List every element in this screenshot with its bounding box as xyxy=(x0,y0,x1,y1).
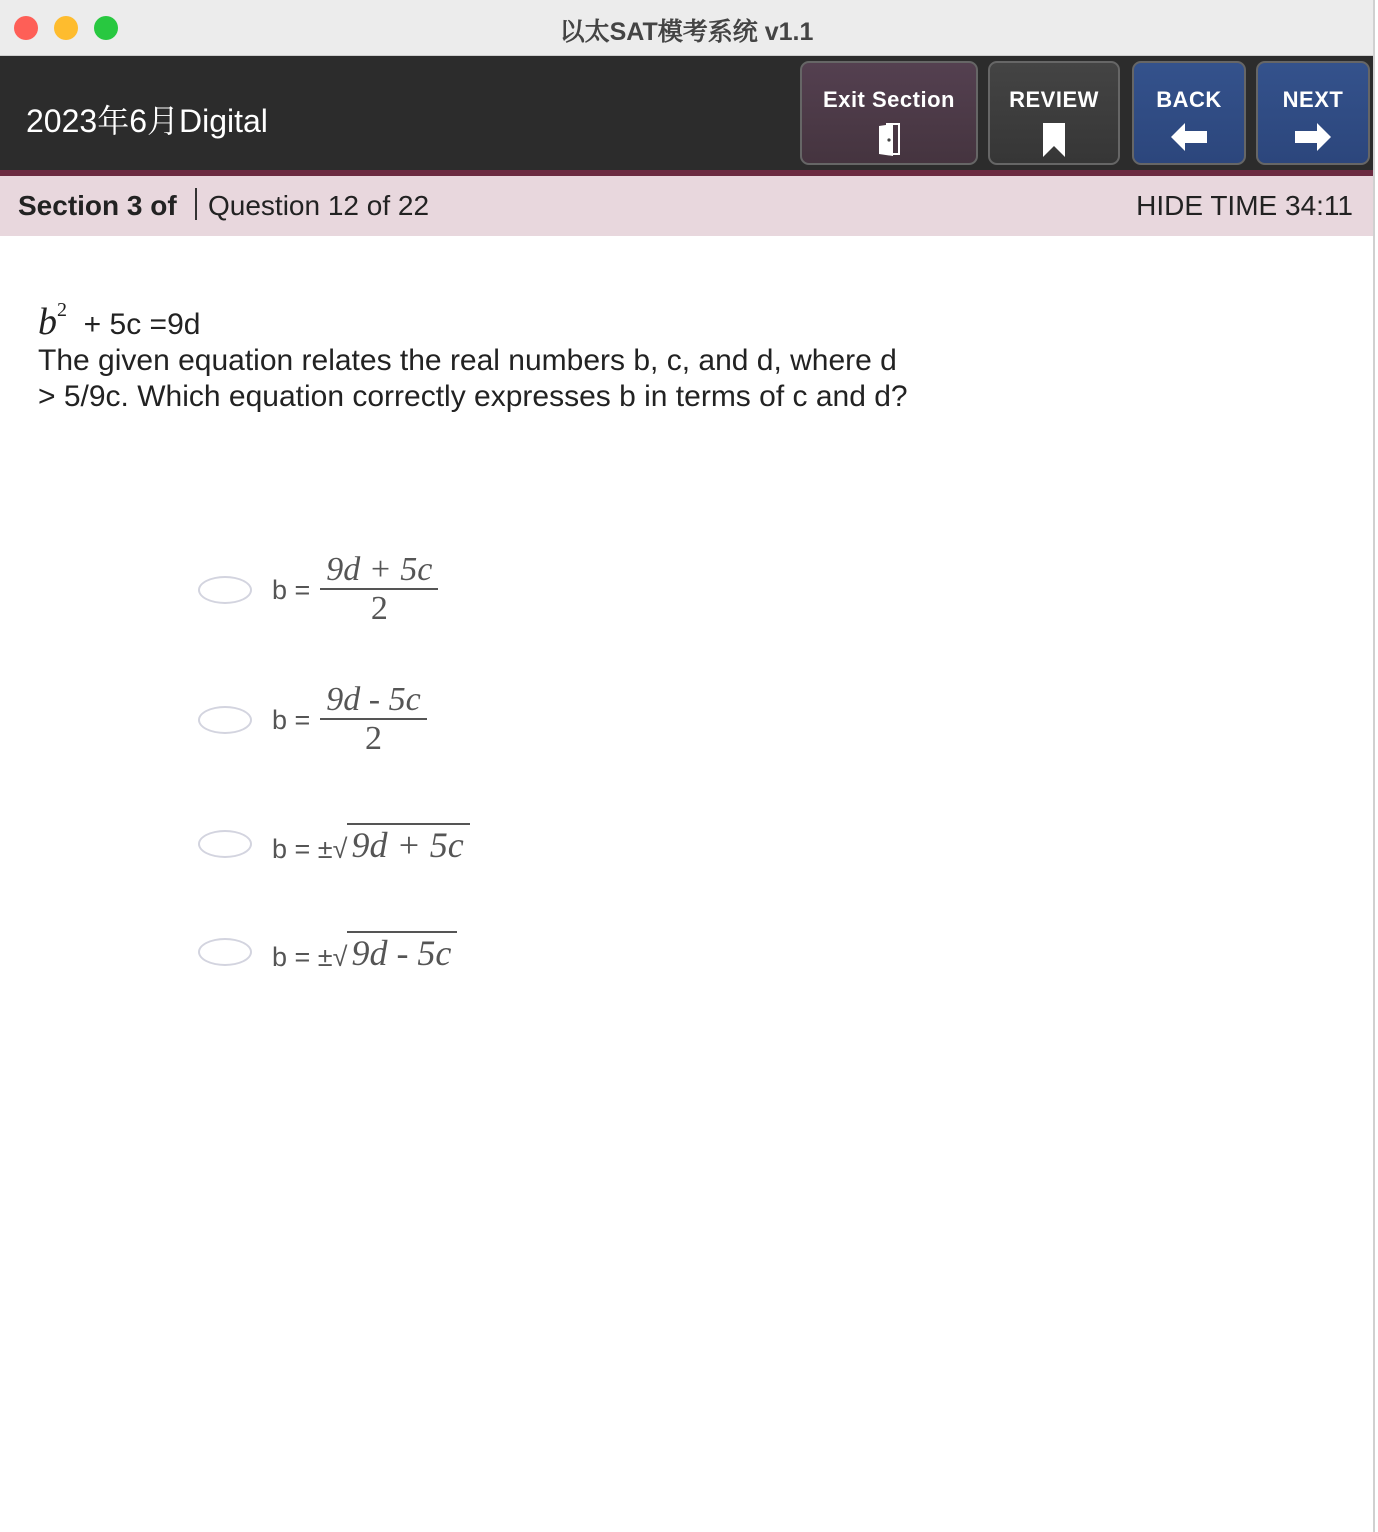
exam-name: 2023年6月Digital xyxy=(26,103,268,139)
radio-button[interactable] xyxy=(198,706,252,734)
eq-variable: b xyxy=(38,301,57,343)
square-root-expression xyxy=(272,823,470,865)
question-counter: Question 12 of 22 xyxy=(208,190,430,221)
answer-option-b[interactable] xyxy=(198,681,427,757)
question-text: The given equation relates the real numbers b, c, and d, where d > 5/9c. Which equation correctly expresses b in terms of c and d? xyxy=(38,344,908,413)
square-root-expression xyxy=(272,931,457,973)
next-button[interactable] xyxy=(1256,61,1370,165)
eq-rest: + 5c =9d xyxy=(83,308,201,341)
answer-option-a[interactable] xyxy=(198,551,438,627)
exam-header xyxy=(0,56,1373,176)
radicand: 9d + 5c xyxy=(347,823,469,865)
section-bar xyxy=(0,176,1373,236)
hide-time-toggle[interactable] xyxy=(1136,190,1353,222)
radicand: 9d - 5c xyxy=(347,931,457,973)
option-prefix: b = ±√ xyxy=(272,942,348,972)
option-prefix: b = xyxy=(272,704,311,735)
answer-option-c[interactable] xyxy=(198,814,470,874)
option-prefix: b = xyxy=(272,574,311,605)
back-button[interactable] xyxy=(1132,61,1246,165)
review-button[interactable] xyxy=(988,61,1120,165)
arrow-right-icon xyxy=(1258,123,1368,157)
option-prefix: b = ±√ xyxy=(272,834,348,864)
numerator: 9d + 5c xyxy=(320,552,438,590)
timer: 34:11 xyxy=(1285,190,1353,221)
title-bar xyxy=(0,0,1373,56)
bookmark-icon xyxy=(990,123,1118,163)
back-label: BACK xyxy=(1156,87,1222,112)
denominator: 2 xyxy=(365,720,382,757)
radio-button[interactable] xyxy=(198,576,252,604)
fraction xyxy=(320,552,438,628)
divider xyxy=(195,188,197,220)
numerator: 9d - 5c xyxy=(320,682,426,720)
window-title: 以太SAT模考系统 v1.1 xyxy=(559,18,814,46)
exit-section-label: Exit Section xyxy=(823,87,955,112)
exit-section-button[interactable] xyxy=(800,61,978,165)
radio-button[interactable] xyxy=(198,830,252,858)
denominator: 2 xyxy=(370,590,388,627)
eq-exponent: 2 xyxy=(57,299,67,321)
arrow-left-icon xyxy=(1134,123,1244,157)
radio-button[interactable] xyxy=(198,938,252,966)
question-stem xyxy=(38,292,918,415)
answer-option-d[interactable] xyxy=(198,922,457,982)
next-label: NEXT xyxy=(1282,87,1344,112)
fraction xyxy=(320,682,426,758)
review-label: REVIEW xyxy=(1009,87,1099,112)
hide-time-label: HIDE TIME xyxy=(1136,190,1278,221)
given-equation xyxy=(38,292,918,343)
door-icon xyxy=(802,123,976,163)
section-indicator: Section 3 of xyxy=(18,190,177,221)
